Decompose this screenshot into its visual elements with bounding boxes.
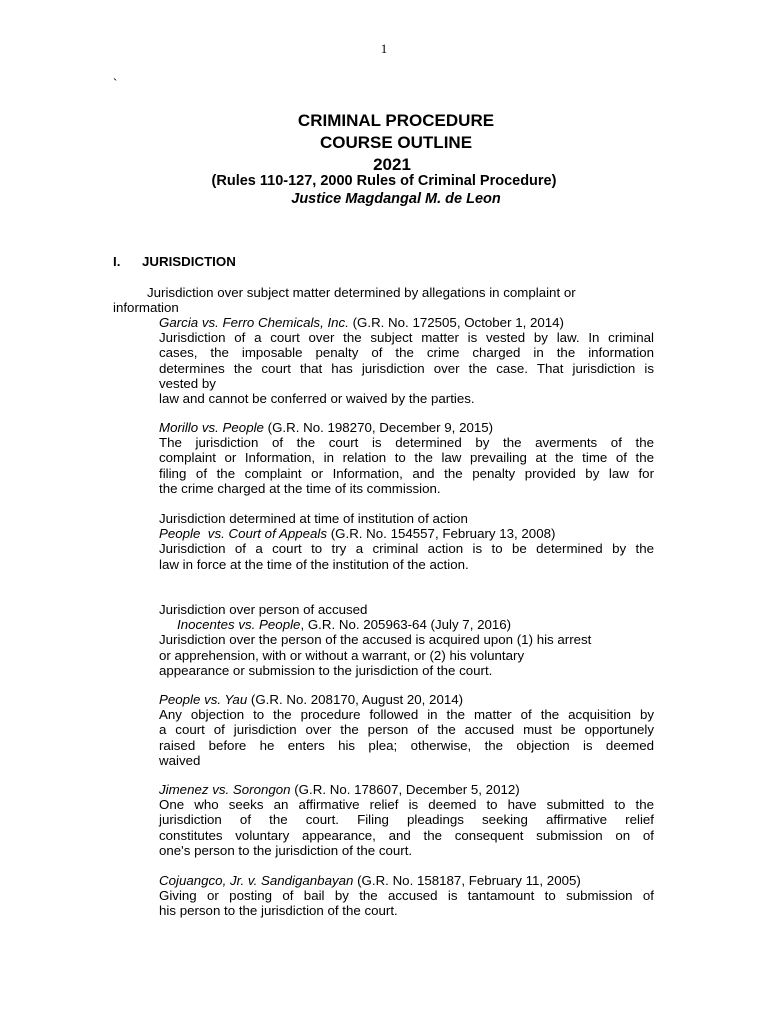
case-text-line: Jurisdiction over the person of the accused is acquired upon (1) his arrest <box>159 632 592 648</box>
case-ref: , G.R. No. 205963-64 (July 7, 2016) <box>300 617 512 633</box>
case-citation <box>159 782 654 797</box>
case-text-line: Jurisdiction of a court to try a criminal action is to be determined by the <box>159 541 654 557</box>
rules-subtitle: (Rules 110-127, 2000 Rules of Criminal Procedure) <box>211 173 557 189</box>
case-court-of-appeals <box>159 511 654 572</box>
case-text-line: Giving or posting of bail by the accused is tantamount to submission of <box>159 888 654 904</box>
case-text-line: Any objection to the procedure followed in the matter of the acquisition by <box>159 707 654 723</box>
case-name: Jimenez vs. Sorongon <box>159 782 291 797</box>
subheading: Jurisdiction over person of accused <box>159 602 368 617</box>
case-citation <box>159 692 654 707</box>
case-text-line: his person to the jurisdiction of the court. <box>159 903 398 919</box>
case-yau <box>159 692 654 768</box>
case-citation <box>159 617 654 632</box>
case-text-line: raised before he enters his plea; otherwise, the objection is deemed <box>159 737 654 753</box>
case-morillo <box>159 420 654 496</box>
case-text-line: a court of jurisdiction over the person of the accused must be opportunely <box>159 722 654 738</box>
case-ref: (G.R. No. 158187, February 11, 2005) <box>353 873 581 888</box>
case-text-line: law in force at the time of the institution of the action. <box>159 556 469 572</box>
case-name: Morillo vs. People <box>159 420 264 435</box>
case-text-line: jurisdiction of the court. Filing pleadings seeking affirmative relief <box>159 812 654 828</box>
section-title: JURISDICTION <box>142 254 236 269</box>
case-text-line: Jurisdiction of a court over the subject matter is vested by law. In criminal <box>159 330 654 346</box>
case-text-line: the crime charged at the time of its commission. <box>159 480 441 496</box>
case-citation <box>159 526 654 541</box>
case-citation <box>159 315 654 330</box>
case-inocentes <box>159 602 654 678</box>
intro-paragraph <box>113 285 576 315</box>
case-text-line: complaint or Information, in relation to the law prevailing at the time of the <box>159 450 654 466</box>
case-garcia <box>159 315 654 406</box>
stray-mark: ` <box>113 76 118 91</box>
case-citation <box>159 420 654 435</box>
title-year: 2021 <box>373 155 411 174</box>
author: Justice Magdangal M. de Leon <box>291 191 501 207</box>
case-text-line: filing of the complaint or Information, and the penalty provided by law for <box>159 465 654 481</box>
case-name: People vs. Yau <box>159 692 248 707</box>
case-ref: (G.R. No. 178607, December 5, 2012) <box>290 782 520 797</box>
case-text-line: The jurisdiction of the court is determined by the averments of the <box>159 435 654 451</box>
subheading: Jurisdiction determined at time of institution of action <box>159 511 468 526</box>
case-text-line: cases, the imposable penalty of the crime charged in the information <box>159 345 654 361</box>
case-text-line: constitutes voluntary appearance, and the consequent submission on of <box>159 827 654 843</box>
case-ref: (G.R. No. 208170, August 20, 2014) <box>247 692 464 707</box>
case-citation <box>159 873 654 888</box>
case-name: Inocentes vs. People <box>177 617 301 633</box>
case-name: People vs. Court of Appeals <box>159 526 328 542</box>
intro-line: information <box>113 300 179 316</box>
case-ref: (G.R. No. 172505, October 1, 2014) <box>348 315 564 330</box>
case-text-line: vested by <box>159 375 216 391</box>
title-line-2: COURSE OUTLINE <box>319 133 473 152</box>
section-number: I. <box>113 254 121 269</box>
case-ref: (G.R. No. 154557, February 13, 2008) <box>327 526 556 542</box>
case-jimenez <box>159 782 654 858</box>
case-name: Garcia vs. Ferro Chemicals, Inc. <box>159 315 349 330</box>
page-number: 1 <box>380 41 388 56</box>
case-cojuangco <box>159 873 654 919</box>
case-text-line: one's person to the jurisdiction of the court. <box>159 842 413 858</box>
case-text-line: waived <box>159 752 201 768</box>
case-ref: (G.R. No. 198270, December 9, 2015) <box>263 420 494 435</box>
case-text-line: One who seeks an affirmative relief is deemed to have submitted to the <box>159 797 654 813</box>
case-name: Cojuangco, Jr. v. Sandiganbayan <box>159 873 354 888</box>
intro-line: Jurisdiction over subject matter determined by allegations in complaint or <box>147 285 576 300</box>
case-text-line: or apprehension, with or without a warrant, or (2) his voluntary <box>159 647 525 663</box>
case-text-line: appearance or submission to the jurisdiction of the court. <box>159 662 493 678</box>
case-text-line: determines the court that has jurisdiction over the case. That jurisdiction is <box>159 360 654 376</box>
section-heading <box>113 254 236 269</box>
case-text-line: law and cannot be conferred or waived by the parties. <box>159 391 475 407</box>
title-line-1: CRIMINAL PROCEDURE <box>297 111 495 130</box>
